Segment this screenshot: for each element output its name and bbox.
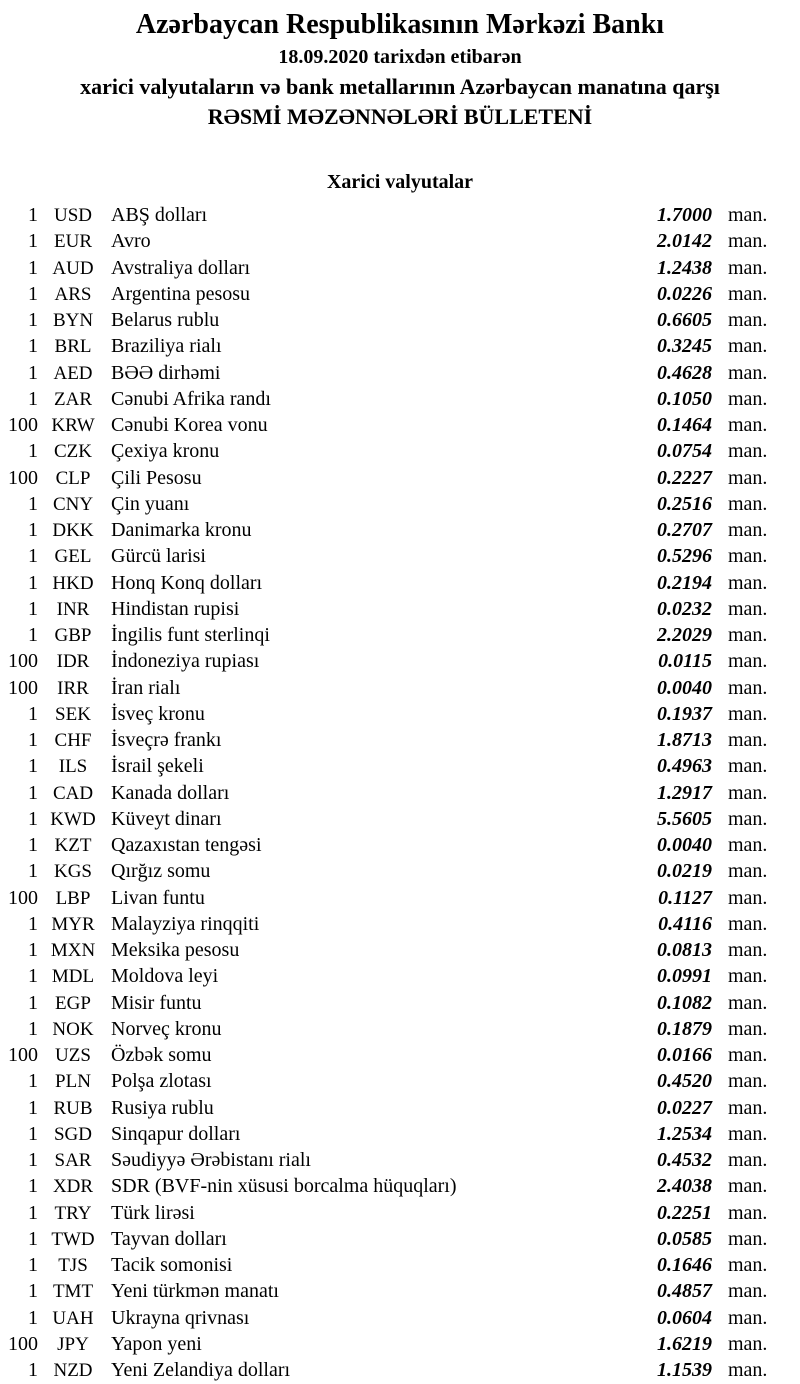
currency-code-cell: CZK [54,441,92,463]
rate-value-cell: 0.4857 [657,1280,712,1303]
currency-code-cell: RUB [53,1097,93,1119]
unit-cell: man. [728,335,768,358]
unit-cell: man. [728,1359,768,1381]
currency-code-cell: MYR [51,913,95,935]
quantity-cell: 1 [28,834,38,856]
quantity-cell: 1 [28,1122,38,1145]
table-row [0,1016,800,1042]
unit-cell: man. [728,624,768,646]
unit-cell: man. [728,519,768,541]
currency-code-cell: CNY [52,493,94,515]
currency-name-cell: Çili Pesosu [111,466,202,489]
quantity-cell: 1 [28,702,38,725]
unit-cell: man. [728,597,768,620]
currency-name-cell: İsveç kronu [111,702,205,725]
unit-cell: man. [728,1332,768,1355]
unit-cell: man. [728,1017,768,1040]
rate-value-cell: 0.0227 [657,1096,712,1119]
currency-name-cell: İngilis funt sterlinqi [111,624,270,646]
currency-code-cell: NZD [53,1360,93,1381]
currency-name-cell: ABŞ dolları [111,204,208,226]
table-row [0,438,800,464]
quantity-cell: 1 [28,519,38,541]
quantity-cell: 100 [8,1044,38,1066]
currency-name-cell: Qazaxıstan tengəsi [111,834,262,856]
table-row [0,228,800,254]
currency-code-cell: HKD [52,572,94,594]
unit-cell: man. [728,492,768,515]
rate-value-cell: 0.1127 [658,886,712,909]
table-row [0,727,800,753]
rate-value-cell: 0.2516 [657,492,712,515]
currency-code-cell: TWD [51,1228,95,1250]
quantity-cell: 1 [28,1227,38,1250]
currency-name-cell: Ukrayna qrivnası [111,1306,250,1329]
table-row [0,1095,800,1121]
table-row [0,1121,800,1147]
rate-value-cell: 0.0813 [657,939,712,961]
currency-code-cell: UZS [55,1045,91,1066]
currency-name-cell: Livan funtu [111,886,205,909]
currency-name-cell: Moldova leyi [111,965,219,988]
rate-value-cell: 1.2917 [657,781,712,804]
table-row [0,281,800,307]
quantity-cell: 100 [8,1332,38,1355]
table-row [0,543,800,569]
currency-code-cell: IDR [56,651,90,673]
currency-name-cell: Cənubi Afrika randı [111,387,271,410]
currency-name-cell: Braziliya rialı [111,335,222,358]
quantity-cell: 1 [28,1254,38,1276]
quantity-cell: 1 [28,755,38,778]
table-row [0,412,800,438]
rates-table [0,202,800,1383]
currency-code-cell: SAR [54,1150,92,1171]
rate-value-cell: 0.0754 [657,440,712,463]
currency-code-cell: EUR [54,231,92,253]
unit-cell: man. [728,1175,768,1198]
table-row [0,832,800,858]
currency-code-cell: TMT [52,1281,94,1303]
currency-name-cell: İsrail şekeli [111,755,204,778]
rate-value-cell: 0.2227 [657,466,712,489]
quantity-cell: 1 [28,1096,38,1119]
currency-name-cell: Honq Konq dolları [111,571,263,594]
rate-value-cell: 0.1082 [657,991,712,1014]
unit-cell: man. [728,414,768,436]
rate-value-cell: 0.0040 [657,834,712,856]
quantity-cell: 100 [8,650,38,673]
currency-name-cell: Rusiya rublu [111,1096,214,1119]
currency-code-cell: UAH [52,1307,94,1329]
rate-value-cell: 0.1937 [657,702,712,725]
table-row [0,1200,800,1226]
currency-name-cell: Polşa zlotası [111,1070,212,1093]
quantity-cell: 1 [28,335,38,358]
table-row [0,1305,800,1331]
table-row [0,386,800,412]
rate-value-cell: 0.0226 [657,282,712,305]
unit-cell: man. [728,571,768,594]
unit-cell: man. [728,834,768,856]
table-row [0,1147,800,1173]
table-row [0,648,800,674]
table-row [0,255,800,281]
table-row [0,360,800,386]
currency-code-cell: SGD [53,1123,92,1145]
rate-value-cell: 2.4038 [657,1175,712,1198]
currency-name-cell: Tacik somonisi [111,1254,233,1276]
unit-cell: man. [728,650,768,673]
currency-name-cell: Belarus rublu [111,309,220,331]
currency-name-cell: Meksika pesosu [111,939,240,961]
currency-code-cell: MDL [51,966,95,988]
unit-cell: man. [728,309,768,331]
currency-name-cell: Qırğız somu [111,860,211,883]
table-row [0,806,800,832]
rate-value-cell: 0.6605 [657,309,712,331]
unit-cell: man. [728,729,768,751]
table-row [0,885,800,911]
currency-code-cell: INR [56,598,90,620]
currency-name-cell: Küveyt dinarı [111,807,222,830]
rate-value-cell: 1.8713 [657,729,712,751]
quantity-cell: 100 [8,676,38,699]
currency-name-cell: Kanada dolları [111,781,230,804]
unit-cell: man. [728,1096,768,1119]
table-row [0,1278,800,1304]
unit-cell: man. [728,991,768,1014]
rate-value-cell: 0.5296 [657,545,712,568]
currency-code-cell: KGS [53,861,92,883]
unit-cell: man. [728,1280,768,1303]
rate-value-cell: 0.0115 [658,650,712,673]
quantity-cell: 1 [28,1070,38,1093]
unit-cell: man. [728,781,768,804]
unit-cell: man. [728,282,768,305]
quantity-cell: 1 [28,571,38,594]
unit-cell: man. [728,440,768,463]
table-row [0,491,800,517]
table-row [0,1042,800,1068]
quantity-cell: 1 [28,807,38,830]
currency-code-cell: KWD [50,808,96,830]
rate-value-cell: 0.4963 [657,755,712,778]
rate-value-cell: 0.4628 [657,361,712,384]
quantity-cell: 100 [8,886,38,909]
table-row [0,1357,800,1383]
currency-code-cell: GEL [54,546,92,568]
currency-name-cell: Norveç kronu [111,1017,222,1040]
quantity-cell: 1 [28,492,38,515]
quantity-cell: 1 [28,1201,38,1224]
quantity-cell: 1 [28,1359,38,1381]
rate-value-cell: 0.0604 [657,1306,712,1329]
unit-cell: man. [728,860,768,883]
quantity-cell: 1 [28,309,38,331]
rate-value-cell: 0.2707 [657,519,712,541]
rate-value-cell: 0.2251 [657,1201,712,1224]
currency-code-cell: CAD [52,782,94,804]
bulletin-title: RƏSMİ MƏZƏNNƏLƏRİ BÜLLETENİ [207,104,593,129]
table-row [0,1252,800,1278]
rate-value-cell: 0.3245 [657,335,712,358]
currency-code-cell: BYN [52,310,94,331]
effective-date: 18.09.2020 tarixdən etibarən [278,46,522,68]
table-row [0,963,800,989]
unit-cell: man. [728,1070,768,1093]
table-row [0,596,800,622]
rate-value-cell: 0.0991 [657,965,712,988]
quantity-cell: 1 [28,1280,38,1303]
currency-name-cell: Argentina pesosu [111,282,251,305]
currency-code-cell: MXN [50,940,96,961]
rate-value-cell: 2.0142 [657,230,712,253]
currency-code-cell: NOK [52,1018,94,1040]
table-row [0,622,800,648]
bulletin-header [0,0,800,132]
currency-code-cell: KZT [54,835,92,856]
currency-name-cell: Səudiyyə Ərəbistanı rialı [111,1149,311,1171]
unit-cell: man. [728,361,768,384]
table-row [0,202,800,228]
unit-cell: man. [728,387,768,410]
currency-code-cell: LBP [55,887,91,909]
quantity-cell: 1 [28,991,38,1014]
currency-name-cell: Sinqapur dolları [111,1122,241,1145]
currency-name-cell: BƏƏ dirhəmi [111,361,221,384]
currency-name-cell: Türk lirəsi [111,1201,195,1224]
rate-value-cell: 0.4520 [657,1070,712,1093]
currency-code-cell: EGP [55,992,91,1014]
rate-value-cell: 0.2194 [657,571,712,594]
quantity-cell: 1 [28,361,38,384]
rate-value-cell: 1.7000 [657,204,712,226]
rate-value-cell: 5.5605 [657,807,712,830]
currency-code-cell: ILS [58,756,88,778]
quantity-cell: 1 [28,440,38,463]
unit-cell: man. [728,1306,768,1329]
quantity-cell: 1 [28,729,38,751]
table-row [0,333,800,359]
currency-name-cell: Malayziya rinqqiti [111,912,260,935]
quantity-cell: 1 [28,282,38,305]
quantity-cell: 1 [28,965,38,988]
table-row [0,911,800,937]
unit-cell: man. [728,1149,768,1171]
unit-cell: man. [728,1201,768,1224]
currency-name-cell: Yeni türkmən manatı [111,1280,279,1303]
currency-name-cell: Yapon yeni [111,1332,202,1355]
unit-cell: man. [728,466,768,489]
currency-name-cell: Tayvan dolları [111,1227,227,1250]
currency-name-cell: Hindistan rupisi [111,597,240,620]
currency-name-cell: İran rialı [111,676,181,699]
currency-name-cell: Çexiya kronu [111,440,220,463]
rate-value-cell: 0.4116 [658,912,712,935]
quantity-cell: 1 [28,1175,38,1198]
unit-cell: man. [728,1254,768,1276]
unit-cell: man. [728,886,768,909]
unit-cell: man. [728,939,768,961]
table-row [0,990,800,1016]
unit-cell: man. [728,676,768,699]
table-row [0,780,800,806]
unit-cell: man. [728,965,768,988]
bulletin-subtitle: xarici valyutaların və bank metallarının Azərbaycan manatına qarşı [80,74,720,99]
currency-code-cell: CLP [55,467,91,489]
currency-name-cell: Avstraliya dolları [111,256,251,279]
currency-code-cell: AUD [52,257,94,279]
unit-cell: man. [728,702,768,725]
table-row [0,570,800,596]
quantity-cell: 1 [28,912,38,935]
quantity-cell: 1 [28,204,38,226]
currency-name-cell: Gürcü larisi [111,545,206,568]
rate-value-cell: 1.2534 [657,1122,712,1145]
unit-cell: man. [728,807,768,830]
currency-code-cell: IRR [57,677,89,699]
unit-cell: man. [728,1227,768,1250]
currency-code-cell: SEK [55,703,91,725]
rate-value-cell: 2.2029 [657,624,712,646]
quantity-cell: 1 [28,1306,38,1329]
quantity-cell: 1 [28,624,38,646]
currency-name-cell: Özbək somu [111,1044,212,1066]
currency-code-cell: DKK [52,520,94,541]
bank-title: Azərbaycan Respublikasının Mərkəzi Bankı [135,9,665,40]
table-row [0,1226,800,1252]
rate-value-cell: 0.0585 [657,1227,712,1250]
rate-value-cell: 0.0040 [657,676,712,699]
rate-value-cell: 0.1646 [657,1254,712,1276]
currency-name-cell: Misir funtu [111,991,202,1014]
currency-code-cell: ARS [54,283,92,305]
currency-code-cell: USD [53,205,92,226]
currency-code-cell: BRL [54,336,92,358]
currency-name-cell: Avro [111,230,151,253]
table-row [0,937,800,963]
table-row [0,517,800,543]
quantity-cell: 1 [28,1017,38,1040]
currency-code-cell: XDR [52,1176,94,1198]
rate-value-cell: 0.1879 [657,1017,712,1040]
unit-cell: man. [728,204,768,226]
quantity-cell: 100 [8,414,38,436]
table-row [0,753,800,779]
currency-code-cell: TJS [58,1255,88,1276]
currency-code-cell: KRW [51,415,95,436]
unit-cell: man. [728,1044,768,1066]
rate-value-cell: 1.6219 [657,1332,712,1355]
section-title-foreign-currencies: Xarici valyutalar [326,171,474,193]
rate-value-cell: 0.1050 [657,387,712,410]
currency-code-cell: AED [53,362,93,384]
table-row [0,858,800,884]
table-row [0,465,800,491]
table-row [0,675,800,701]
quantity-cell: 1 [28,781,38,804]
table-row [0,1173,800,1199]
currency-code-cell: GBP [54,625,92,646]
quantity-cell: 1 [28,230,38,253]
quantity-cell: 1 [28,860,38,883]
rate-value-cell: 1.1539 [657,1359,712,1381]
quantity-cell: 100 [8,466,38,489]
table-row [0,307,800,333]
currency-name-cell: Yeni Zelandiya dolları [111,1359,291,1381]
rate-value-cell: 0.0219 [657,860,712,883]
table-row [0,1331,800,1357]
unit-cell: man. [728,256,768,279]
quantity-cell: 1 [28,939,38,961]
unit-cell: man. [728,545,768,568]
unit-cell: man. [728,1122,768,1145]
currency-name-cell: Çin yuanı [111,492,190,515]
currency-name-cell: SDR (BVF-nin xüsusi borcalma hüquqları) [111,1175,457,1198]
currency-name-cell: Cənubi Korea vonu [111,414,268,436]
unit-cell: man. [728,912,768,935]
table-row [0,1068,800,1094]
quantity-cell: 1 [28,545,38,568]
currency-name-cell: Danimarka kronu [111,519,252,541]
currency-code-cell: JPY [57,1333,89,1355]
quantity-cell: 1 [28,597,38,620]
quantity-cell: 1 [28,1149,38,1171]
rate-value-cell: 0.0166 [657,1044,712,1066]
currency-name-cell: İsveçrə frankı [111,729,222,751]
quantity-cell: 1 [28,387,38,410]
currency-code-cell: PLN [55,1071,91,1093]
currency-code-cell: CHF [54,730,92,751]
rate-value-cell: 0.1464 [657,414,712,436]
quantity-cell: 1 [28,256,38,279]
unit-cell: man. [728,230,768,253]
rate-value-cell: 1.2438 [657,256,712,279]
rate-value-cell: 0.0232 [657,597,712,620]
rate-value-cell: 0.4532 [657,1149,712,1171]
unit-cell: man. [728,755,768,778]
table-row [0,701,800,727]
currency-code-cell: ZAR [54,388,92,410]
currency-name-cell: İndoneziya rupiası [111,650,260,673]
currency-code-cell: TRY [54,1202,92,1224]
